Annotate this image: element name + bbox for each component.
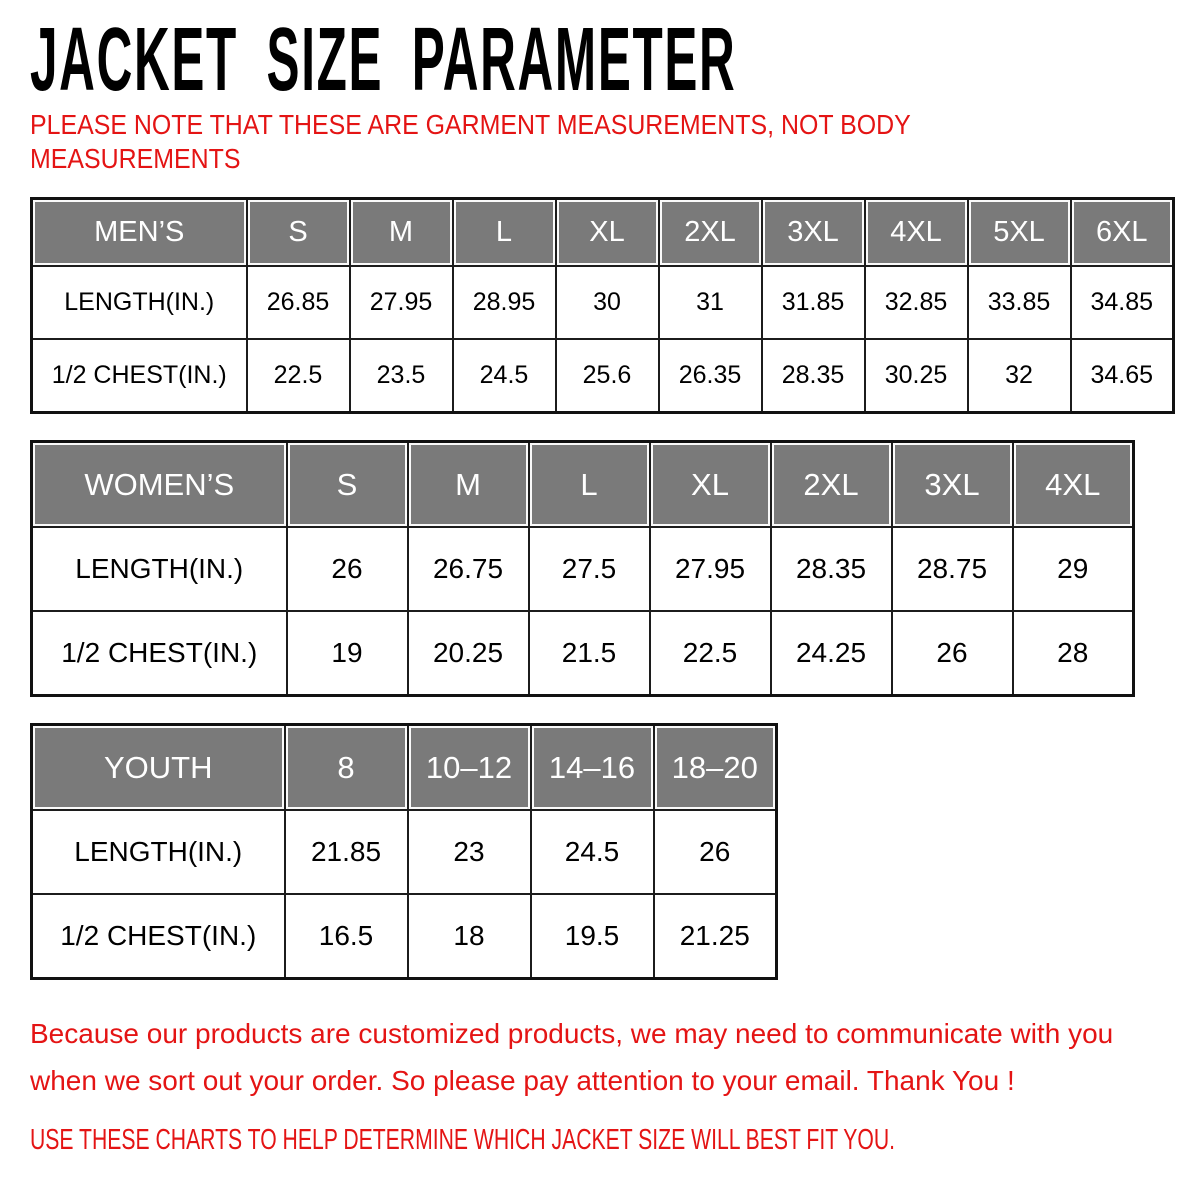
value-cell: 28.35 — [762, 339, 865, 412]
value-cell: 26.35 — [659, 339, 762, 412]
header-cell: S — [287, 441, 408, 527]
value-cell: 24.5 — [453, 339, 556, 412]
row-label-cell: 1/2 CHEST(IN.) — [32, 339, 247, 412]
row-label-cell: 1/2 CHEST(IN.) — [32, 611, 287, 695]
note-line-2: MEASUREMENTS — [30, 142, 241, 174]
garment-measurement-note — [30, 108, 1071, 176]
mens-header-row — [32, 198, 1174, 266]
customization-notice — [30, 1010, 1200, 1104]
value-cell: 22.5 — [247, 339, 350, 412]
header-cell: 2XL — [771, 441, 892, 527]
mens-length-row — [32, 266, 1174, 339]
youth-size-table — [30, 723, 778, 980]
value-cell: 19.5 — [531, 894, 654, 978]
header-cell: 10–12 — [408, 724, 531, 810]
header-cell: 2XL — [659, 198, 762, 266]
value-cell: 27.5 — [529, 527, 650, 611]
womens-size-table — [30, 440, 1135, 697]
header-cell: MEN’S — [32, 198, 247, 266]
page-title: JACKET SIZE PARAMETER — [30, 10, 737, 110]
value-cell: 34.65 — [1071, 339, 1174, 412]
mens-size-table — [30, 197, 1175, 414]
youth-chest-row — [32, 894, 777, 978]
value-cell: 18 — [408, 894, 531, 978]
value-cell: 21.5 — [529, 611, 650, 695]
notice-line-1: Because our products are customized products, we may need to communicate with you — [30, 1017, 1114, 1049]
header-cell: WOMEN’S — [32, 441, 287, 527]
header-cell: M — [350, 198, 453, 266]
mens-chest-row — [32, 339, 1174, 412]
womens-chest-row — [32, 611, 1134, 695]
value-cell: 28.75 — [892, 527, 1013, 611]
value-cell: 24.5 — [531, 810, 654, 894]
value-cell: 24.25 — [771, 611, 892, 695]
row-label-cell: LENGTH(IN.) — [32, 810, 285, 894]
value-cell: 31 — [659, 266, 762, 339]
value-cell: 26 — [287, 527, 408, 611]
value-cell: 27.95 — [650, 527, 771, 611]
value-cell: 34.85 — [1071, 266, 1174, 339]
value-cell: 19 — [287, 611, 408, 695]
womens-header-row — [32, 441, 1134, 527]
value-cell: 25.6 — [556, 339, 659, 412]
row-label-cell: 1/2 CHEST(IN.) — [32, 894, 285, 978]
value-cell: 30.25 — [865, 339, 968, 412]
header-cell: L — [453, 198, 556, 266]
value-cell: 32.85 — [865, 266, 968, 339]
row-label-cell: LENGTH(IN.) — [32, 527, 287, 611]
value-cell: 28.35 — [771, 527, 892, 611]
header-cell: 4XL — [865, 198, 968, 266]
header-cell: 8 — [285, 724, 408, 810]
header-cell: M — [408, 441, 529, 527]
header-cell: 5XL — [968, 198, 1071, 266]
header-cell: 14–16 — [531, 724, 654, 810]
value-cell: 33.85 — [968, 266, 1071, 339]
value-cell: 16.5 — [285, 894, 408, 978]
note-line-1: PLEASE NOTE THAT THESE ARE GARMENT MEASUREMENTS, NOT BODY — [30, 108, 911, 140]
value-cell: 26.75 — [408, 527, 529, 611]
value-cell: 28.95 — [453, 266, 556, 339]
value-cell: 21.85 — [285, 810, 408, 894]
header-cell: XL — [650, 441, 771, 527]
value-cell: 26.85 — [247, 266, 350, 339]
value-cell: 32 — [968, 339, 1071, 412]
youth-header-row — [32, 724, 777, 810]
value-cell: 29 — [1013, 527, 1134, 611]
header-cell: L — [529, 441, 650, 527]
header-cell: XL — [556, 198, 659, 266]
header-cell: S — [247, 198, 350, 266]
header-cell: 3XL — [762, 198, 865, 266]
youth-length-row — [32, 810, 777, 894]
value-cell: 21.25 — [654, 894, 777, 978]
value-cell: 30 — [556, 266, 659, 339]
header-cell: 4XL — [1013, 441, 1134, 527]
value-cell: 23 — [408, 810, 531, 894]
value-cell: 22.5 — [650, 611, 771, 695]
value-cell: 26 — [892, 611, 1013, 695]
womens-length-row — [32, 527, 1134, 611]
value-cell: 26 — [654, 810, 777, 894]
chart-usage-note: USE THESE CHARTS TO HELP DETERMINE WHICH JACKET SIZE WILL BEST FIT YOU. — [30, 1123, 896, 1156]
value-cell: 27.95 — [350, 266, 453, 339]
header-cell: YOUTH — [32, 724, 285, 810]
value-cell: 23.5 — [350, 339, 453, 412]
header-cell: 6XL — [1071, 198, 1174, 266]
notice-line-2: when we sort out your order. So please pay attention to your email. Thank You ! — [30, 1064, 1015, 1096]
header-cell: 3XL — [892, 441, 1013, 527]
row-label-cell: LENGTH(IN.) — [32, 266, 247, 339]
value-cell: 20.25 — [408, 611, 529, 695]
header-cell: 18–20 — [654, 724, 777, 810]
value-cell: 31.85 — [762, 266, 865, 339]
value-cell: 28 — [1013, 611, 1134, 695]
